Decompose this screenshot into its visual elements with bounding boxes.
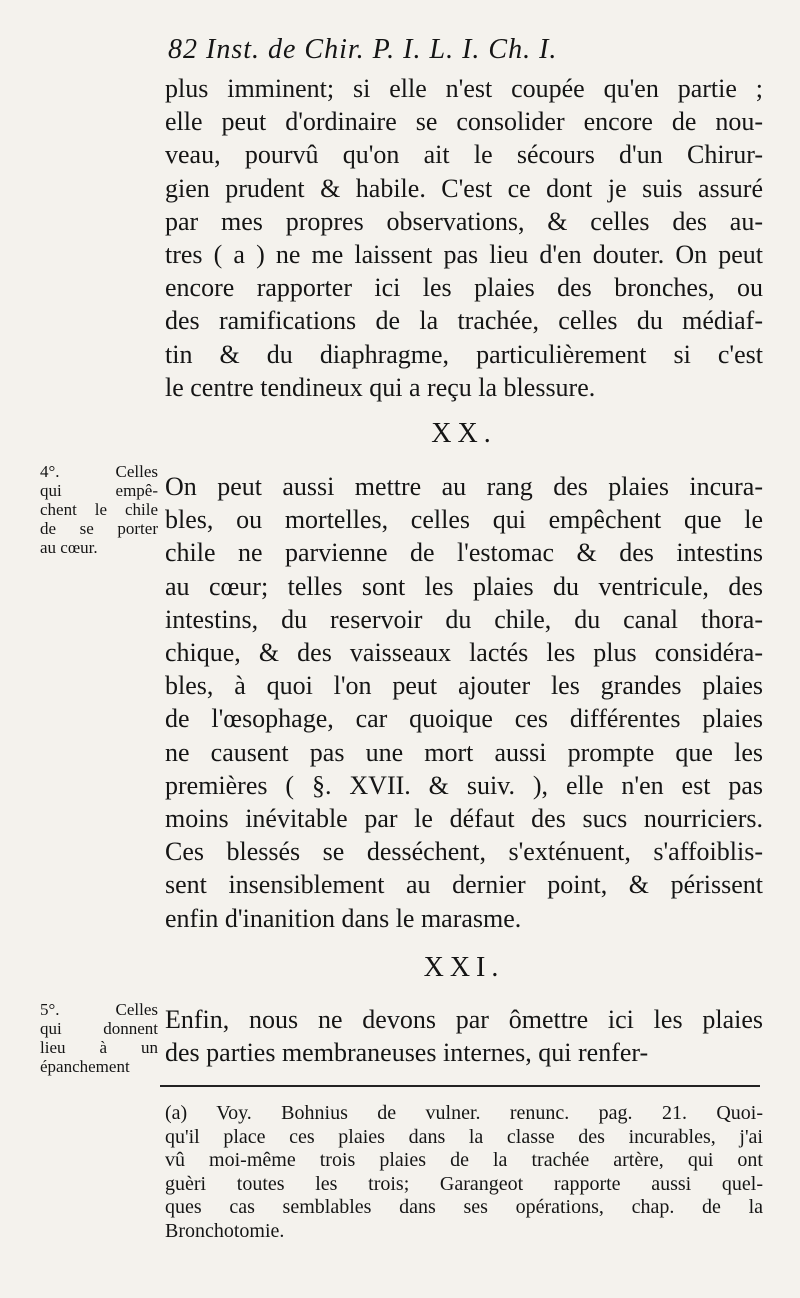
margin-note-5 — [40, 1000, 158, 1076]
text-line: encore rapporter ici les plaies des bronches, ou — [165, 273, 763, 303]
text-line: le centre tendineux qui a reçu la blessure. — [165, 372, 596, 402]
text-line: de l'œsophage, car quoique ces différentes plaies — [165, 704, 763, 734]
text-line: chile ne parvienne de l'estomac & des intestins — [165, 538, 763, 568]
text-line: gien prudent & habile. C'est ce dont je suis assuré — [165, 173, 763, 203]
text-line: Enfin, nous ne devons par ômettre ici les plaies — [165, 1005, 763, 1034]
margin-note-line: lieu à un — [40, 1038, 158, 1057]
text-line: moins inévitable par le défaut des sucs nourriciers. — [165, 804, 763, 834]
footnote-line: guèri toutes les trois; Garangeot rapporte aussi quel- — [165, 1172, 763, 1195]
margin-note-line: de se porter — [40, 519, 158, 538]
running-header: 82 Inst. de Chir. P. I. L. I. Ch. I. — [168, 34, 558, 65]
text-line: des ramifications de la trachée, celles du médiaf- — [165, 306, 763, 336]
paragraph-20 — [165, 470, 763, 935]
footnote-line: qu'il place ces plaies dans la classe des incurables, j'ai — [165, 1125, 763, 1148]
footnote-line: Bronchotomie. — [165, 1219, 285, 1242]
text-line: des parties membraneuses internes, qui renfer- — [165, 1038, 649, 1068]
paragraph-19-continued — [165, 72, 763, 404]
section-number-20: XX. — [431, 418, 497, 449]
text-line: au cœur; telles sont les plaies du ventricule, des — [165, 571, 763, 601]
footnote-line: (a) Voy. Bohnius de vulner. renunc. pag. 21. Quoi- — [165, 1102, 763, 1124]
text-line: chique, & des vaisseaux lactés les plus considéra- — [165, 638, 763, 668]
text-line: elle peut d'ordinaire se consolider encore de nou- — [165, 107, 763, 137]
margin-note-line: qui empê- — [40, 481, 158, 500]
text-line: ne causent pas une mort aussi prompte que les — [165, 737, 763, 767]
text-line: tres ( a ) ne me laissent pas lieu d'en douter. On peut — [165, 240, 763, 270]
margin-note-4 — [40, 462, 158, 557]
text-line: intestins, du reservoir du chile, du canal thora- — [165, 604, 763, 634]
footnote-rule — [160, 1085, 760, 1087]
text-line: Ces blessés se desséchent, s'exténuent, s'affoiblis- — [165, 837, 763, 867]
section-number-21: XXI. — [423, 952, 505, 983]
text-line: sent insensiblement au dernier point, & périssent — [165, 870, 763, 900]
text-line: tin & du diaphragme, particulièrement si c'est — [165, 339, 763, 369]
paragraph-21 — [165, 1003, 763, 1069]
margin-note-line: chent le chile — [40, 500, 158, 519]
margin-note-line: 5°. Celles — [40, 1000, 158, 1019]
text-line: premières ( §. XVII. & suiv. ), elle n'en est pas — [165, 770, 763, 800]
text-line: bles, à quoi l'on peut ajouter les grandes plaies — [165, 671, 763, 701]
text-line: enfin d'inanition dans le marasme. — [165, 903, 522, 933]
text-line: plus imminent; si elle n'est coupée qu'en partie ; — [165, 74, 763, 103]
footnote-a — [165, 1102, 763, 1243]
text-line: veau, pourvû qu'on ait le sécours d'un Chirur- — [165, 140, 763, 170]
margin-note-line: au cœur. — [40, 538, 98, 557]
text-line: par mes propres observations, & celles des au- — [165, 206, 763, 236]
footnote-line: vû moi-même trois plaies de la trachée artère, qui ont — [165, 1149, 763, 1171]
margin-note-line: épanchement — [40, 1057, 130, 1076]
margin-note-line: 4°. Celles — [40, 462, 158, 481]
margin-note-line: qui donnent — [40, 1019, 158, 1038]
footnote-line: ques cas semblables dans ses opérations, chap. de la — [165, 1196, 763, 1218]
text-line: On peut aussi mettre au rang des plaies incura- — [165, 472, 763, 501]
text-line: bles, ou mortelles, celles qui empêchent que le — [165, 505, 763, 535]
